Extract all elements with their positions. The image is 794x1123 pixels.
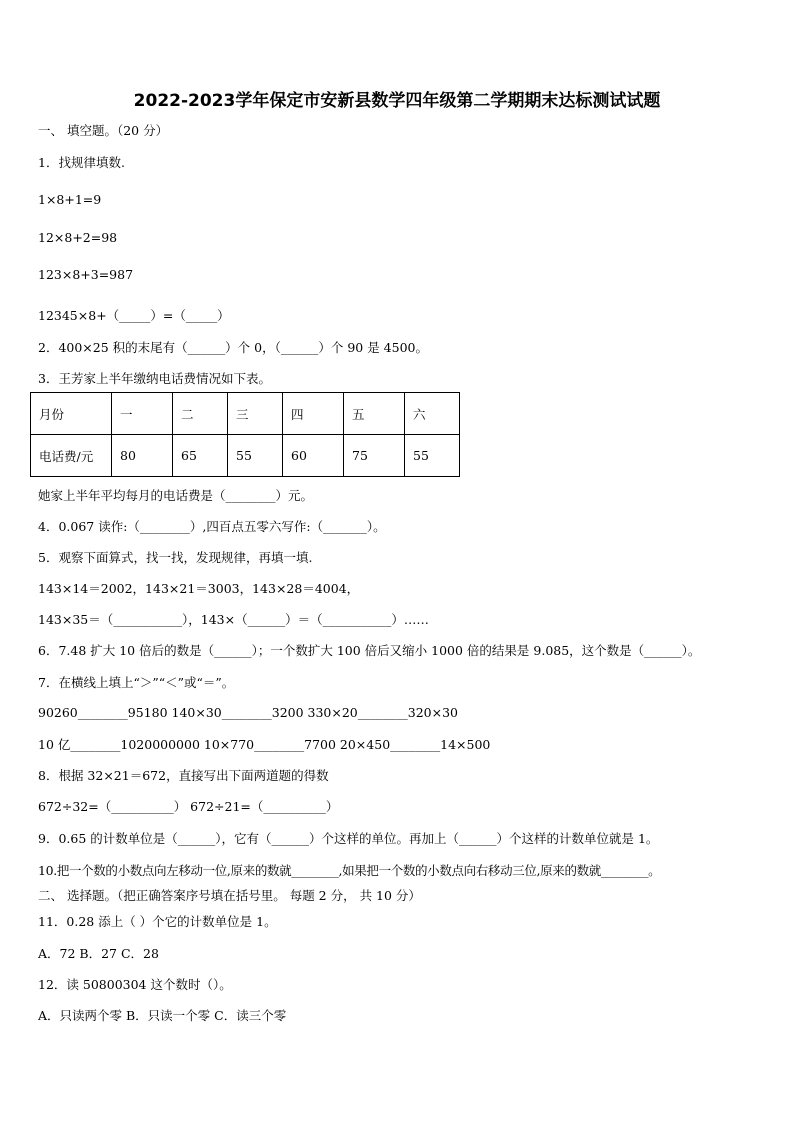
table-row bbox=[31, 435, 460, 477]
table-cell: 60 bbox=[283, 435, 344, 477]
table-cell: 三 bbox=[228, 393, 283, 435]
pattern-line-4: 12345×8+（_____）=（_____） bbox=[38, 308, 230, 323]
question-10: 10.把一个数的小数点向左移动一位,原来的数就________,如果把一个数的小数点向右移动三位,原来的数就________。 bbox=[38, 863, 661, 878]
table-cell: 55 bbox=[228, 435, 283, 477]
question-7: 7．在横线上填上“＞”“＜”或“＝”。 bbox=[38, 675, 235, 690]
question-2: 2．400×25 积的末尾有（______）个 0，（______）个 90 是 4500。 bbox=[38, 340, 428, 355]
table-cell: 四 bbox=[283, 393, 344, 435]
question-12-options: A．只读两个零 B．只读一个零 C．读三个零 bbox=[38, 1008, 287, 1023]
phone-bill-table bbox=[30, 392, 460, 477]
question-12: 12．读 50800304 这个数时（）。 bbox=[38, 977, 232, 992]
pattern-line-3: 123×8+3=987 bbox=[38, 267, 134, 282]
question-5: 5．观察下面算式，找一找，发现规律，再填一填. bbox=[38, 550, 313, 565]
table-cell: 一 bbox=[112, 393, 173, 435]
table-cell: 65 bbox=[173, 435, 228, 477]
question-4: 4．0.067 读作:（________）,四百点五零六写作:（_______）。 bbox=[38, 519, 386, 534]
page-title: 2022-2023学年保定市安新县数学四年级第二学期期末达标测试试题 bbox=[133, 91, 661, 111]
table-cell: 六 bbox=[405, 393, 460, 435]
pattern-line-1: 1×8+1=9 bbox=[38, 192, 102, 207]
table-cell: 五 bbox=[344, 393, 405, 435]
question-7-line-1: 90260________95180 140×30________3200 330×20________320×30 bbox=[38, 705, 459, 720]
table-cell: 月份 bbox=[31, 393, 112, 435]
question-6: 6．7.48 扩大 10 倍后的数是（______）；一个数扩大 100 倍后又缩小 1000 倍的结果是 9.085，这个数是（______）。 bbox=[38, 643, 701, 658]
table-cell: 55 bbox=[405, 435, 460, 477]
question-11: 11．0.28 添上（ ）个它的计数单位是 1。 bbox=[38, 914, 277, 929]
question-9: 9．0.65 的计数单位是（______），它有（______）个这样的单位。再加上（______）个这样的计数单位就是 1。 bbox=[38, 831, 659, 846]
question-1: 1．找规律填数. bbox=[38, 155, 125, 170]
question-5-line-2: 143×35＝（___________），143×（______）＝（___________）…… bbox=[38, 612, 429, 627]
table-row bbox=[31, 393, 460, 435]
table-cell: 75 bbox=[344, 435, 405, 477]
question-8-line: 672÷32=（__________） 672÷21=（__________） bbox=[38, 799, 339, 814]
pattern-line-2: 12×8+2=98 bbox=[38, 230, 118, 245]
section-1-heading: 一、 填空题。（20 分） bbox=[38, 123, 169, 138]
table-cell: 二 bbox=[173, 393, 228, 435]
question-11-options: A．72 B．27 C．28 bbox=[38, 946, 159, 961]
question-7-line-2: 10 亿________1020000000 10×770________7700 20×450________14×500 bbox=[38, 737, 491, 752]
question-8: 8．根据 32×21＝672，直接写出下面两道题的得数 bbox=[38, 768, 329, 783]
question-5-line-1: 143×14＝2002，143×21＝3003，143×28＝4004， bbox=[38, 581, 360, 596]
question-3: 3．王芳家上半年缴纳电话费情况如下表。 bbox=[38, 371, 271, 386]
section-2-heading: 二、 选择题。（把正确答案序号填在括号里。 每题 2 分， 共 10 分） bbox=[38, 888, 421, 903]
question-3-prompt: 她家上半年平均每月的电话费是（________）元。 bbox=[38, 488, 314, 503]
table-cell: 电话费/元 bbox=[31, 435, 112, 477]
table-cell: 80 bbox=[112, 435, 173, 477]
